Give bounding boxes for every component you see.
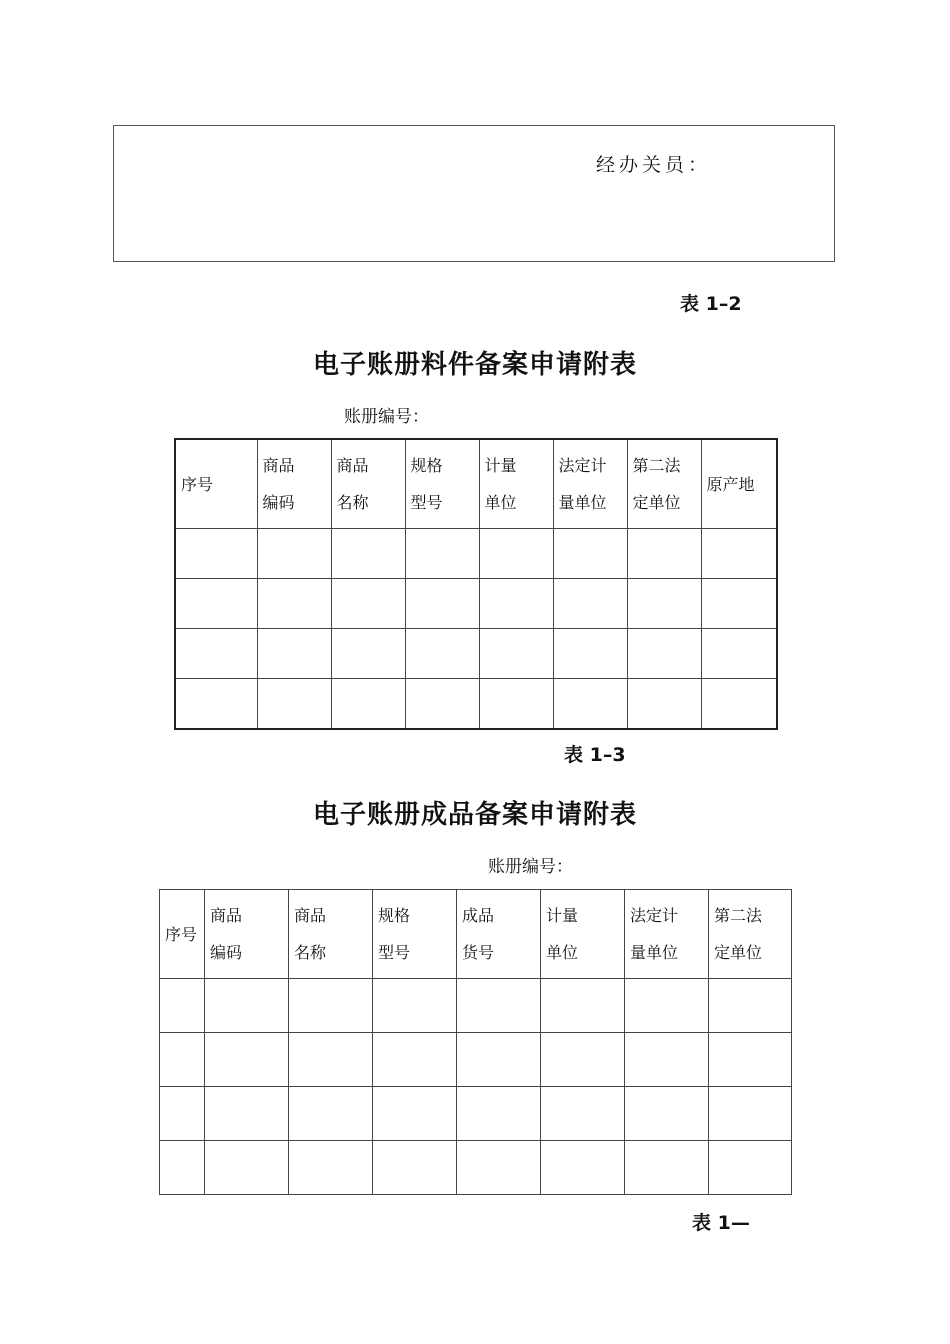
table-cell xyxy=(553,679,627,730)
table-cell xyxy=(257,679,331,730)
table-cell xyxy=(701,529,777,579)
header-cell: 序号 xyxy=(160,890,205,979)
materials-filing-table xyxy=(174,438,778,730)
table-cell xyxy=(625,1033,709,1087)
table-cell xyxy=(627,529,701,579)
table-cell xyxy=(373,1033,457,1087)
header-cell: 原产地 xyxy=(701,439,777,529)
table-cell xyxy=(701,579,777,629)
table-cell xyxy=(701,629,777,679)
header-cell: 商品 名称 xyxy=(331,439,405,529)
table-cell xyxy=(175,679,257,730)
table-cell xyxy=(205,1033,289,1087)
table-cell xyxy=(331,529,405,579)
table-cell xyxy=(405,529,479,579)
table-cell xyxy=(205,1087,289,1141)
table-cell xyxy=(205,979,289,1033)
table-cell xyxy=(553,529,627,579)
table-cell xyxy=(479,679,553,730)
header-cell: 计量 单位 xyxy=(541,890,625,979)
table-cell xyxy=(627,629,701,679)
table-cell xyxy=(457,1033,541,1087)
table-cell xyxy=(701,679,777,730)
table-number-footer: 表 1— xyxy=(692,1212,750,1234)
header-cell: 规格 型号 xyxy=(373,890,457,979)
table-row xyxy=(175,579,777,629)
table-cell xyxy=(289,1087,373,1141)
table-cell xyxy=(479,629,553,679)
title-finished-goods-filing: 电子账册成品备案申请附表 xyxy=(312,800,637,830)
table-cell xyxy=(627,679,701,730)
table-number-1-2: 表 1–2 xyxy=(680,293,742,315)
table-row xyxy=(160,1087,792,1141)
finished-goods-filing-table xyxy=(159,889,792,1195)
table-cell xyxy=(625,1087,709,1141)
header-cell: 第二法 定单位 xyxy=(709,890,792,979)
table-cell xyxy=(405,679,479,730)
table-cell xyxy=(457,979,541,1033)
table-cell xyxy=(627,579,701,629)
header-cell: 计量 单位 xyxy=(479,439,553,529)
table-row xyxy=(175,679,777,730)
table-cell xyxy=(541,1033,625,1087)
table-cell xyxy=(457,1141,541,1195)
table-row xyxy=(160,979,792,1033)
header-cell: 商品 编码 xyxy=(257,439,331,529)
table-row xyxy=(160,1033,792,1087)
table-row xyxy=(160,1141,792,1195)
table-cell xyxy=(553,629,627,679)
table-cell xyxy=(175,579,257,629)
table-number-1-3: 表 1–3 xyxy=(564,744,626,766)
table-cell xyxy=(289,1141,373,1195)
table-row xyxy=(175,629,777,679)
book-number-label-2: 账册编号： xyxy=(488,857,573,877)
table-cell xyxy=(160,1087,205,1141)
table-cell xyxy=(405,629,479,679)
header-cell: 商品 编码 xyxy=(205,890,289,979)
table-cell xyxy=(553,579,627,629)
table-cell xyxy=(709,979,792,1033)
table-cell xyxy=(160,1141,205,1195)
header-cell: 序号 xyxy=(175,439,257,529)
table-cell xyxy=(175,529,257,579)
table-header-row xyxy=(175,439,777,529)
header-cell: 法定计 量单位 xyxy=(553,439,627,529)
table-cell xyxy=(331,579,405,629)
table-cell xyxy=(175,629,257,679)
header-cell: 规格 型号 xyxy=(405,439,479,529)
table-cell xyxy=(457,1087,541,1141)
table-cell xyxy=(709,1141,792,1195)
header-cell: 第二法 定单位 xyxy=(627,439,701,529)
table-cell xyxy=(479,529,553,579)
header-cell: 法定计 量单位 xyxy=(625,890,709,979)
title-materials-filing: 电子账册料件备案申请附表 xyxy=(312,350,637,380)
book-number-label-1: 账册编号： xyxy=(344,407,429,427)
table-cell xyxy=(625,1141,709,1195)
table-cell xyxy=(373,979,457,1033)
table-cell xyxy=(160,1033,205,1087)
table-cell xyxy=(257,529,331,579)
table-cell xyxy=(331,629,405,679)
table-cell xyxy=(289,1033,373,1087)
table-cell xyxy=(541,1087,625,1141)
table-row xyxy=(175,529,777,579)
table-cell xyxy=(541,979,625,1033)
handler-signature-box xyxy=(113,125,835,262)
table-cell xyxy=(709,1087,792,1141)
table-cell xyxy=(331,679,405,730)
table-header-row xyxy=(160,890,792,979)
table-cell xyxy=(289,979,373,1033)
table-cell xyxy=(405,579,479,629)
header-cell: 商品 名称 xyxy=(289,890,373,979)
table-cell xyxy=(479,579,553,629)
table-cell xyxy=(373,1141,457,1195)
table-cell xyxy=(625,979,709,1033)
table-cell xyxy=(709,1033,792,1087)
header-cell: 成品 货号 xyxy=(457,890,541,979)
table-cell xyxy=(205,1141,289,1195)
table-cell xyxy=(257,629,331,679)
table-cell xyxy=(160,979,205,1033)
table-cell xyxy=(541,1141,625,1195)
table-cell xyxy=(257,579,331,629)
handler-label: 经办关员： xyxy=(596,154,712,176)
table-cell xyxy=(373,1087,457,1141)
